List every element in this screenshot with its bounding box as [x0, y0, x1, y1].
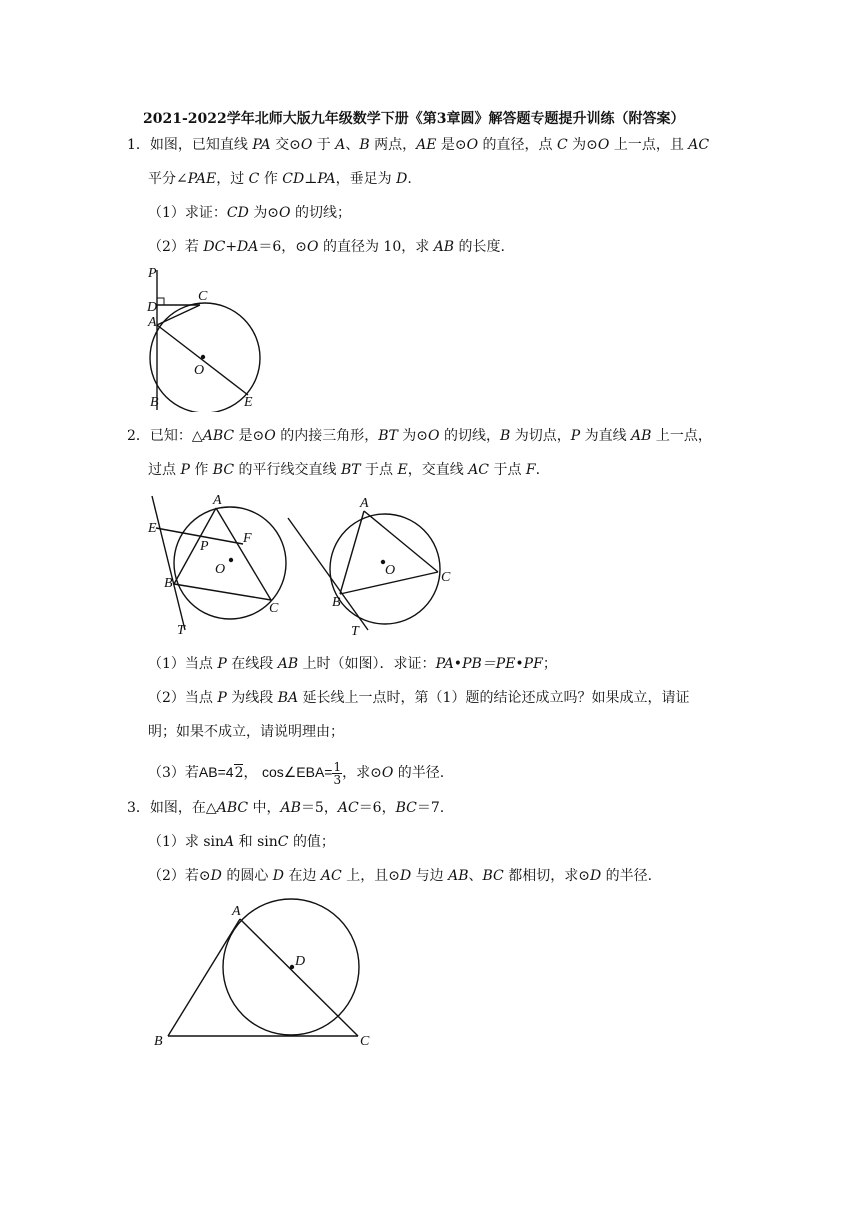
segment-ac — [157, 305, 200, 325]
label-d: D — [147, 300, 158, 315]
label-p: P — [200, 539, 209, 554]
center-dot — [229, 558, 233, 562]
center-dot — [290, 965, 294, 969]
label-b: B — [164, 576, 173, 591]
label-b: B — [154, 1034, 163, 1049]
label-c: C — [441, 570, 451, 585]
right-angle-mark — [157, 298, 164, 305]
label-o: O — [194, 363, 205, 378]
q3-stem: 3．如图，在△ABC 中，AB＝5，AC＝6，BC＝7. — [127, 800, 445, 816]
label-e: E — [148, 521, 157, 536]
label-e: E — [244, 395, 253, 410]
side-ab — [168, 919, 240, 1036]
label-f: F — [243, 531, 252, 546]
figure-3-triangle-incircle — [140, 895, 390, 1055]
figure-2b-inscribed-triangle — [280, 488, 460, 638]
figure-2a-inscribed-triangle — [140, 488, 290, 638]
label-b: B — [150, 395, 159, 410]
label-t: T — [351, 624, 359, 638]
diameter-ae — [157, 325, 248, 395]
label-a: A — [213, 493, 222, 508]
tangent-bt — [288, 518, 368, 630]
q1-stem-line1: 1．如图，已知直线 PA 交⊙O 于 A、B 两点，AE 是⊙O 的直径，点 C 为⊙O 上一点，且 AC — [127, 137, 710, 153]
side-ac — [240, 919, 358, 1036]
q3-part1: （1）求 sinA 和 sinC 的值； — [148, 834, 335, 850]
side-ac — [216, 508, 271, 600]
center-dot — [201, 355, 205, 359]
q2-part2-line2: 明；如果不成立，请说明理由； — [148, 724, 344, 740]
label-t: T — [177, 623, 185, 638]
side-bc — [174, 584, 271, 600]
q1-part2: （2）若 DC+DA＝6，⊙O 的直径为 10，求 AB 的长度. — [148, 239, 505, 255]
q1-part1: （1）求证：CD 为⊙O 的切线； — [148, 205, 351, 221]
figure-1-circle-tangent — [140, 262, 270, 412]
label-d: D — [295, 954, 306, 969]
label-o: O — [385, 563, 396, 578]
label-o: O — [215, 562, 226, 577]
label-a: A — [360, 496, 369, 511]
q2-stem-line2: 过点 P 作 BC 的平行线交直线 BT 于点 E，交直线 AC 于点 F. — [148, 462, 541, 478]
document-title: 2021-2022学年北师大版九年级数学下册《第3章圆》解答题专题提升训练（附答案） — [143, 111, 685, 127]
q2-stem-line1: 2．已知：△ABC 是⊙O 的内接三角形，BT 为⊙O 的切线，B 为切点，P 为直线 AB 上一点， — [127, 428, 712, 444]
tangent-bt — [152, 496, 185, 630]
label-c: C — [269, 601, 279, 616]
q3-part2: （2）若⊙D 的圆心 D 在边 AC 上，且⊙D 与边 AB、BC 都相切，求⊙D 的半径. — [148, 868, 653, 884]
q1-stem-line2: 平分∠PAE，过 C 作 CD⊥PA，垂足为 D. — [148, 171, 412, 187]
label-b: B — [332, 595, 341, 610]
q2-part3: （3）若AB=42， cos∠EBA= $\frac{1}{3}$ ，求⊙O 的半径. — [148, 759, 445, 787]
q2-part1: （1）当点 P 在线段 AB 上时（如图）．求证：PA•PB＝PE•PF； — [148, 656, 557, 672]
label-a: A — [232, 904, 241, 919]
label-p: P — [148, 266, 157, 281]
side-ab — [340, 511, 364, 594]
label-a: A — [148, 315, 157, 330]
q2-part2-line1: （2）当点 P 为线段 BA 延长线上一点时，第（1）题的结论还成立吗？如果成立，请证 — [148, 690, 690, 706]
label-c: C — [198, 289, 208, 304]
side-ac — [364, 511, 438, 572]
fraction-one-third: $\frac{1}{3}$ — [333, 759, 342, 787]
label-c: C — [360, 1034, 370, 1049]
